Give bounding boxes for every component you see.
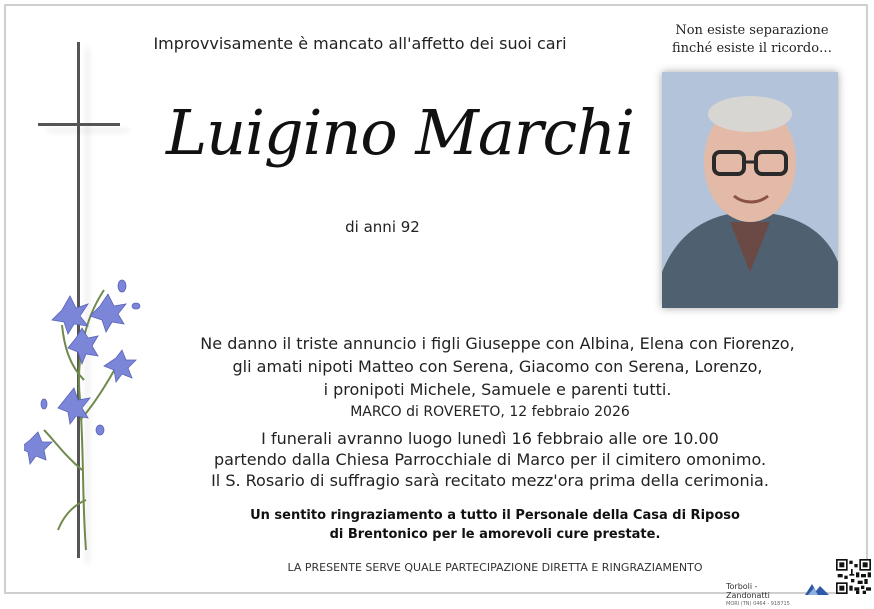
bellflower-illustration	[24, 270, 154, 560]
quote	[652, 22, 852, 58]
thanks	[230, 506, 760, 544]
funeral-line-2: partendo dalla Chiesa Parrocchiale di Marco per il cimitero omonimo.	[213, 450, 767, 469]
announcement-line-1: Ne danno il triste annuncio i figli Giuseppe con Albina, Elena con Fiorenzo,	[200, 334, 795, 353]
intro-text: Improvvisamente è mancato all'affetto dei suoi cari	[153, 34, 567, 53]
deceased-name: Luigino Marchi	[166, 96, 634, 169]
company-logo-icon	[804, 582, 830, 596]
place-date: MARCO di ROVERETO, 12 febbraio 2026	[350, 404, 630, 420]
portrait-photo	[662, 72, 838, 308]
company-detail: MORI (TN) 0464 - 918715	[726, 601, 790, 607]
quote-line-2: finché esiste il ricordo…	[671, 41, 833, 56]
funeral-line-1: I funerali avranno luogo lunedì 16 febbraio alle ore 10.00	[261, 429, 719, 448]
thanks-line-2: di Brentonico per le amorevoli cure prestate.	[329, 527, 661, 542]
quote-line-1: Non esiste separazione	[675, 23, 829, 38]
qr-code-icon[interactable]	[836, 559, 871, 594]
cross-arm	[38, 123, 120, 126]
age: di anni 92	[345, 218, 420, 236]
announcement-line-3: i pronipoti Michele, Samuele e parenti tutti.	[323, 380, 672, 399]
thanks-line-1: Un sentito ringraziamento a tutto il Personale della Casa di Riposo	[250, 508, 740, 523]
company-name	[726, 582, 801, 609]
announcement-line-2: gli amati nipoti Matteo con Serena, Giacomo con Serena, Lorenzo,	[232, 357, 763, 376]
company-name-text: Torboli - Zandonatti	[726, 582, 770, 600]
announcement	[190, 332, 805, 401]
portrait-illustration	[662, 72, 838, 308]
funeral-line-3: Il S. Rosario di suffragio sarà recitato mezz'ora prima della cerimonia.	[211, 471, 769, 490]
funeral-details	[190, 428, 790, 491]
footer-note: LA PRESENTE SERVE QUALE PARTECIPAZIONE DIRETTA E RINGRAZIAMENTO	[287, 561, 703, 574]
